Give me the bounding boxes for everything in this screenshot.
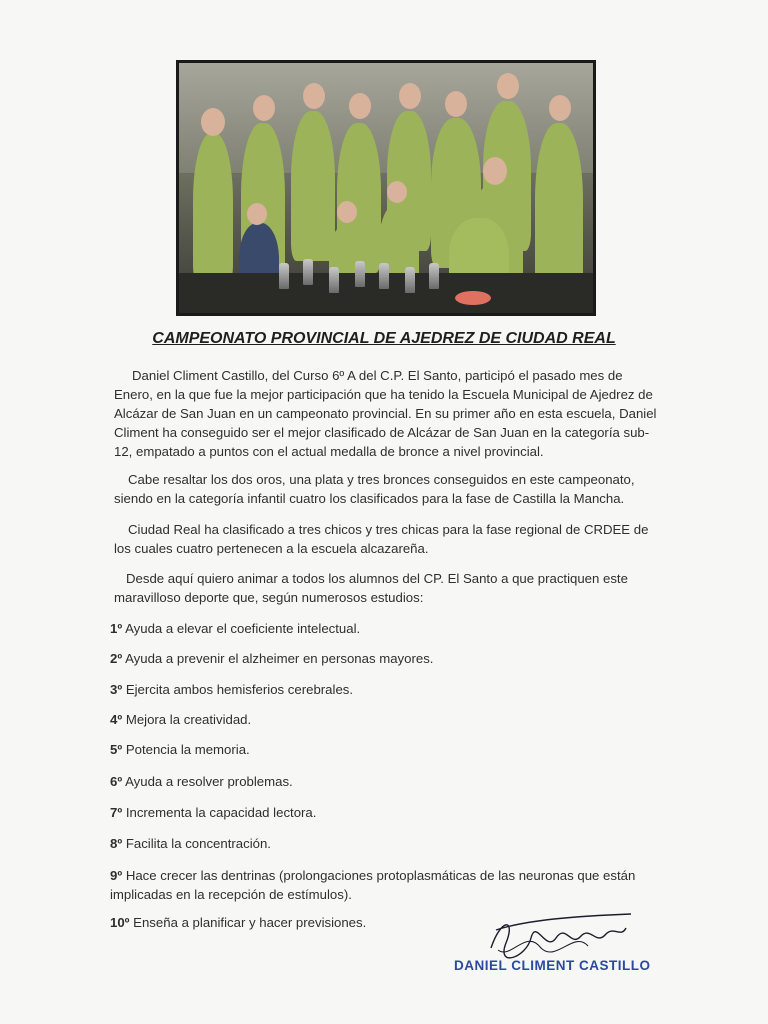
list-item: 9º Hace crecer las dentrinas (prolongaciones protoplasmáticas de las neuronas que están implicadas en la recepción de estímulos). <box>110 868 636 902</box>
person-head <box>445 91 467 117</box>
paragraph-3: Ciudad Real ha clasificado a tres chicos y tres chicas para la fase regional de CRDEE de los cuales cuatro pertenecen a la escuela alcazareña. <box>114 522 649 556</box>
signature-name: DANIEL CLIMENT CASTILLO <box>454 958 651 973</box>
red-object <box>455 291 491 305</box>
list-item: 8º Facilita la concentración. <box>110 836 271 851</box>
person-head <box>337 201 357 223</box>
list-item: 7º Incrementa la capacidad lectora. <box>110 805 317 820</box>
person <box>193 133 233 283</box>
list-item: 2º Ayuda a prevenir el alzheimer en personas mayores. <box>110 651 434 666</box>
person-head <box>399 83 421 109</box>
list-item: 10º Enseña a planificar y hacer previsiones. <box>110 915 367 930</box>
list-item: 6º Ayuda a resolver problemas. <box>110 774 293 789</box>
paragraph-4: Desde aquí quiero animar a todos los alumnos del CP. El Santo a que practiquen este maravilloso deporte que, según numerosos estudios: <box>114 571 628 605</box>
person <box>535 123 583 293</box>
trophy <box>405 267 415 293</box>
person-head <box>497 73 519 99</box>
list-item: 4º Mejora la creatividad. <box>110 712 252 727</box>
list-item: 3º Ejercita ambos hemisferios cerebrales. <box>110 682 354 697</box>
person-head <box>253 95 275 121</box>
paragraph-2: Cabe resaltar los dos oros, una plata y tres bronces conseguidos en este campeonato, siendo en la categoría infantil cuatro los clasificados para la fase de Castilla la Mancha. <box>114 472 635 506</box>
person-head <box>483 157 507 185</box>
person-head <box>549 95 571 121</box>
trophy <box>303 259 313 285</box>
group-photo <box>176 60 596 316</box>
paragraph-1: Daniel Climent Castillo, del Curso 6º A del C.P. El Santo, participó el pasado mes de Enero, en la que fue la mejor participación que ha tenido la Escuela Municipal de Ajedrez de Alcázar de San Juan en un campeonato provincial. En su primer año en esta escuela, Daniel Climent ha conseguido ser el mejor clasificado de Alcázar de San Juan en la categoría sub-12, empatado a puntos con el actual medalla de bronce a nivel provincial. <box>114 368 657 459</box>
list-item: 1º Ayuda a elevar el coeficiente intelectual. <box>110 621 361 636</box>
person-head <box>247 203 267 225</box>
person-head <box>349 93 371 119</box>
trophy <box>329 267 339 293</box>
photo-wall <box>179 63 593 173</box>
trophy <box>379 263 389 289</box>
trophy <box>355 261 365 287</box>
trophy <box>279 263 289 289</box>
person-head <box>201 108 225 136</box>
person-head <box>387 181 407 203</box>
person-head <box>303 83 325 109</box>
trophy <box>429 263 439 289</box>
page-title: CAMPEONATO PROVINCIAL DE AJEDREZ DE CIUDAD REAL <box>152 330 616 347</box>
person <box>291 111 335 261</box>
list-item: 5º Potencia la memoria. <box>110 742 250 757</box>
